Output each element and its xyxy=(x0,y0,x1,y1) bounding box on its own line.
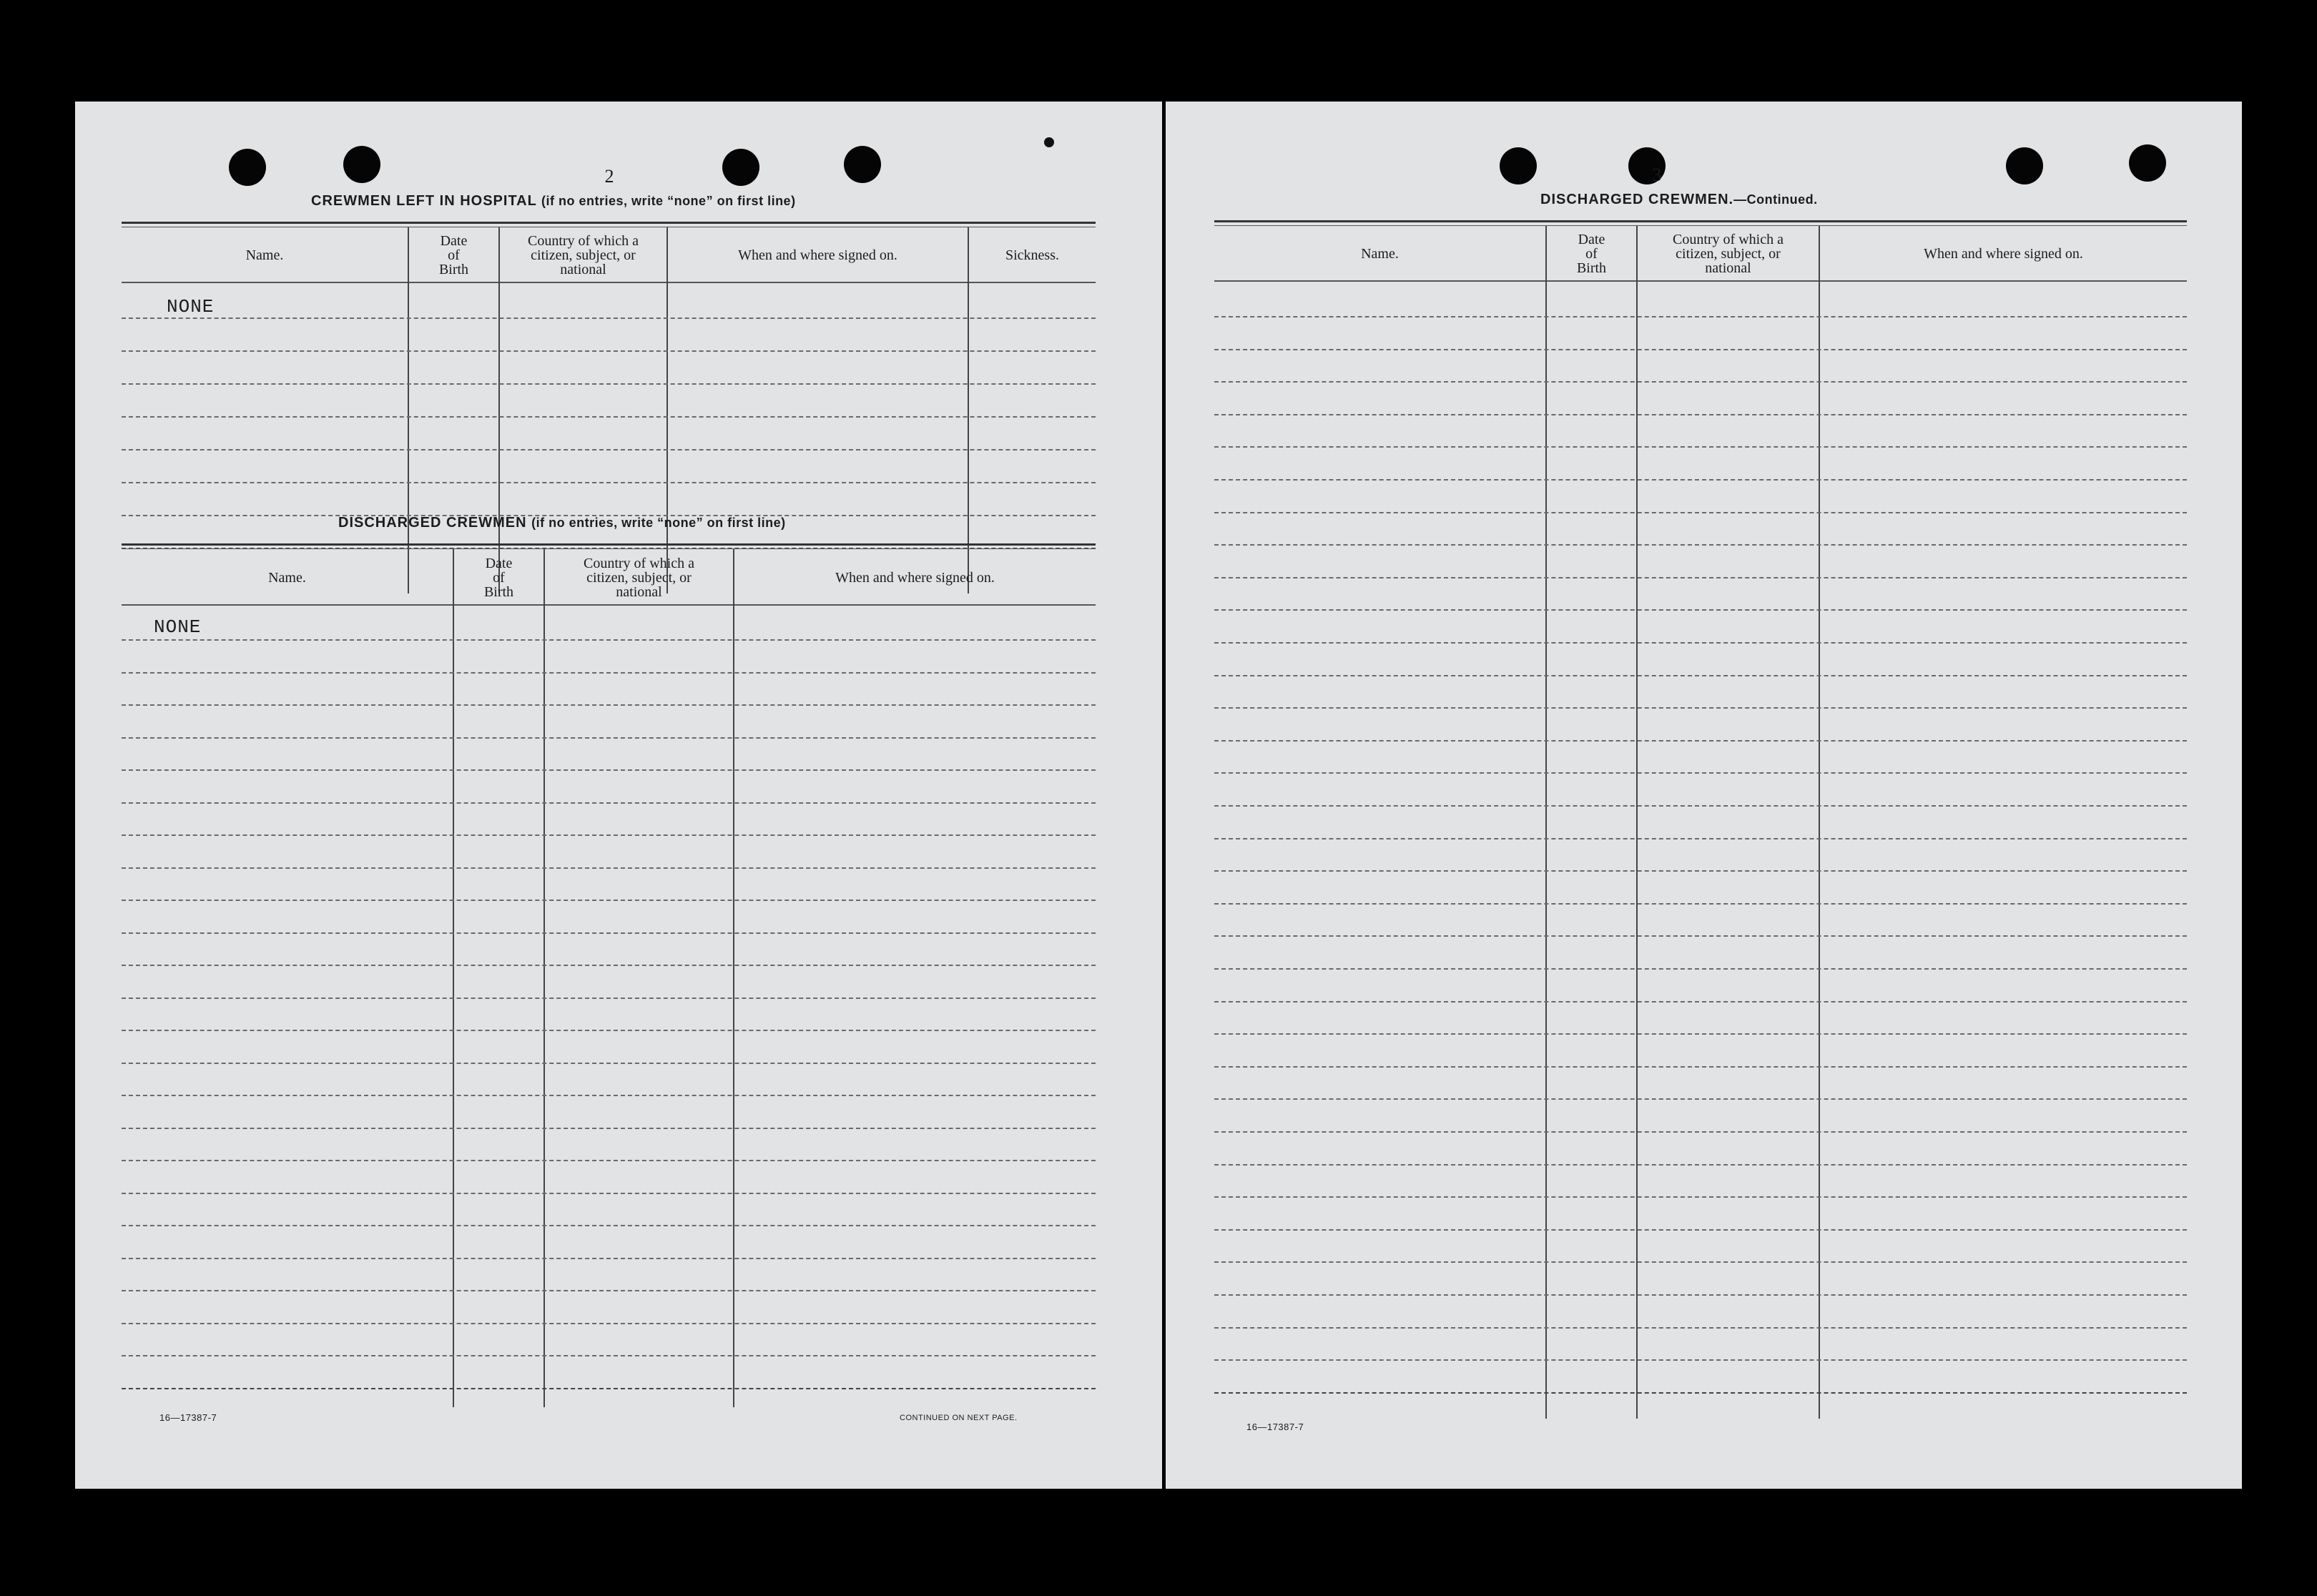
typed-entry: NONE xyxy=(154,616,202,638)
ruled-line xyxy=(1214,316,2187,317)
column-header: Date of Birth xyxy=(438,233,469,277)
ruled-line xyxy=(122,998,1096,999)
ruled-line xyxy=(122,1128,1096,1129)
column-header: Country of which a citizen, subject, or national xyxy=(584,555,694,600)
ruled-line xyxy=(122,672,1096,674)
ruled-line xyxy=(122,1095,1096,1096)
punch-hole xyxy=(722,149,759,186)
ruled-line xyxy=(1214,642,2187,644)
ruled-line xyxy=(1214,903,2187,905)
ruled-line xyxy=(1214,577,2187,578)
column-header: Sickness. xyxy=(1005,247,1059,263)
column-header: Name. xyxy=(1361,246,1399,262)
punch-hole xyxy=(1500,147,1537,184)
ruled-line xyxy=(122,317,1096,319)
ruled-line xyxy=(1214,1196,2187,1198)
ruled-line xyxy=(122,1225,1096,1226)
ruled-line xyxy=(1214,1001,2187,1003)
ruled-line xyxy=(1214,1164,2187,1166)
ruled-line xyxy=(1214,1098,2187,1100)
ruled-line xyxy=(1214,675,2187,676)
discharged-continued-table xyxy=(1214,220,2187,1419)
column-header: When and where signed on. xyxy=(1924,246,2083,262)
hospital-section-title xyxy=(311,193,796,210)
ruled-line xyxy=(1214,870,2187,872)
ruled-line xyxy=(1214,805,2187,807)
punch-hole xyxy=(844,146,881,183)
column-header: Name. xyxy=(245,247,284,263)
ruled-line xyxy=(1214,968,2187,970)
column-header: Name. xyxy=(268,569,306,586)
ruled-line xyxy=(122,383,1096,385)
ruled-line xyxy=(1214,1066,2187,1068)
ruled-line xyxy=(122,449,1096,450)
ruled-line xyxy=(122,1290,1096,1291)
hospital-table xyxy=(122,222,1096,593)
ruled-line xyxy=(1214,772,2187,774)
column-header: Country of which a citizen, subject, or national xyxy=(1673,232,1784,276)
column-header: Date of Birth xyxy=(1576,232,1607,276)
ruled-line xyxy=(1214,1261,2187,1263)
title-text: DISCHARGED CREWMEN xyxy=(338,515,527,531)
discharged-section-title xyxy=(338,515,786,531)
discharged-table xyxy=(122,543,1096,1407)
ruled-line xyxy=(122,639,1096,641)
ruled-line xyxy=(122,1323,1096,1324)
ruled-line xyxy=(1214,381,2187,383)
ruled-line xyxy=(1214,479,2187,481)
column-header: Date of Birth xyxy=(483,555,514,600)
ruled-line xyxy=(122,1160,1096,1161)
ruled-line xyxy=(1214,349,2187,350)
form-number: 16—17387-7 xyxy=(159,1412,217,1423)
punch-hole xyxy=(229,149,266,186)
ruled-line xyxy=(122,1355,1096,1356)
title-text: DISCHARGED CREWMEN. xyxy=(1540,192,1734,207)
ruled-line xyxy=(122,932,1096,934)
column-header: When and where signed on. xyxy=(738,247,897,263)
ruled-line xyxy=(122,965,1096,966)
form-number: 16—17387-7 xyxy=(1246,1422,1304,1432)
ruled-line xyxy=(122,769,1096,771)
ruled-line xyxy=(1214,414,2187,415)
discharged-continued-title xyxy=(1540,192,1818,208)
page-number: 3 xyxy=(1652,164,1662,185)
ruled-line xyxy=(1214,935,2187,937)
ruled-line xyxy=(1214,544,2187,546)
form-page-right xyxy=(1166,102,2242,1489)
ruled-line xyxy=(122,704,1096,706)
ruled-line xyxy=(122,1030,1096,1031)
ruled-line xyxy=(122,1258,1096,1259)
ruled-line xyxy=(122,867,1096,869)
punch-hole xyxy=(343,146,380,183)
ink-speck xyxy=(1044,137,1054,147)
ruled-line xyxy=(122,482,1096,483)
typed-entry: NONE xyxy=(167,296,215,317)
ruled-line xyxy=(1214,838,2187,839)
ruled-line xyxy=(1214,1392,2187,1394)
ruled-line xyxy=(1214,707,2187,709)
ruled-line xyxy=(122,802,1096,804)
ruled-line xyxy=(1214,1131,2187,1133)
ruled-line xyxy=(1214,1327,2187,1329)
ruled-line xyxy=(122,350,1096,352)
ruled-line xyxy=(122,1193,1096,1194)
ruled-line xyxy=(1214,1359,2187,1361)
ruled-line xyxy=(1214,740,2187,742)
title-suffix: —Continued. xyxy=(1733,192,1818,207)
title-instruction: (if no entries, write “none” on first line) xyxy=(531,516,786,530)
title-instruction: (if no entries, write “none” on first line) xyxy=(541,194,796,208)
title-text: CREWMEN LEFT IN HOSPITAL xyxy=(311,193,537,209)
ruled-line xyxy=(122,737,1096,739)
column-header: Country of which a citizen, subject, or national xyxy=(528,233,639,277)
punch-hole xyxy=(2006,147,2043,184)
form-page-left xyxy=(75,102,1162,1489)
ruled-line xyxy=(1214,1033,2187,1035)
page-number: 2 xyxy=(604,166,614,187)
punch-hole xyxy=(2129,144,2166,182)
ruled-line xyxy=(1214,1294,2187,1296)
ruled-line xyxy=(122,1388,1096,1389)
ruled-line xyxy=(1214,446,2187,448)
ruled-line xyxy=(122,834,1096,836)
ruled-line xyxy=(122,1063,1096,1064)
ruled-line xyxy=(1214,512,2187,513)
column-header: When and where signed on. xyxy=(835,569,995,586)
continued-note: CONTINUED ON NEXT PAGE. xyxy=(900,1414,1018,1422)
ruled-line xyxy=(1214,1229,2187,1231)
ruled-line xyxy=(122,416,1096,418)
ruled-line xyxy=(122,900,1096,901)
ruled-line xyxy=(1214,609,2187,611)
